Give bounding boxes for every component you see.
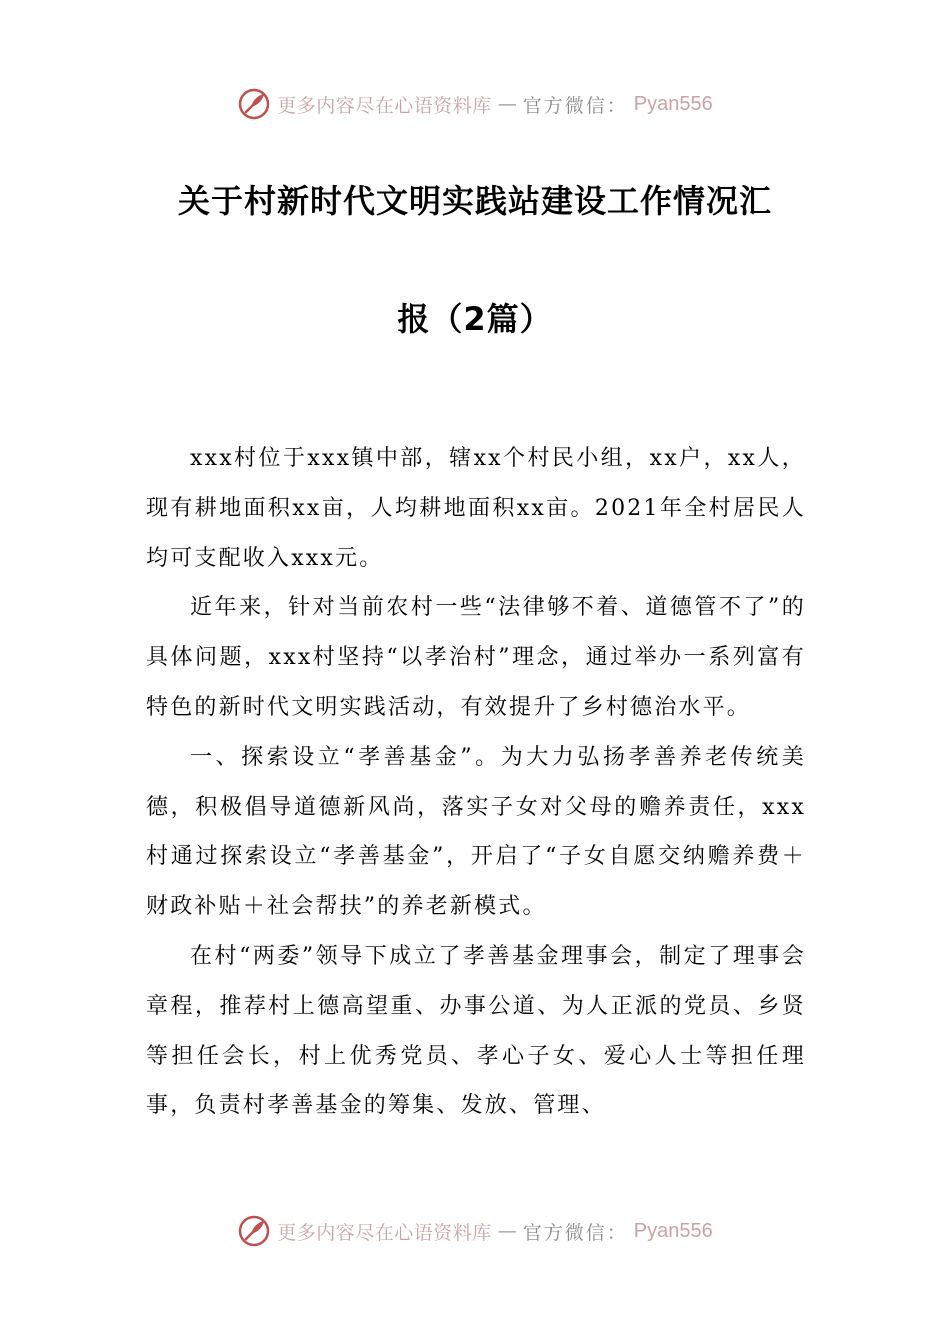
footer-watermark-banner: [0, 1211, 950, 1251]
body-paragraph-1: xxx村位于xxx镇中部，辖xx个村民小组，xx户，xx人，现有耕地面积xx亩，人均耕地面积xx亩。2021年全村居民人均可支配收入xxx元。: [146, 446, 806, 571]
document-title-line-2: 报（2篇）: [397, 300, 553, 338]
watermark-label: 官方微信：: [522, 1221, 628, 1244]
watermark-slogan: 更多内容尽在心语资料库: [277, 94, 492, 117]
quill-logo-icon: [237, 1214, 271, 1248]
header-watermark-banner: [0, 84, 950, 124]
watermark-label: 官方微信：: [522, 94, 628, 117]
watermark-dash: —: [497, 93, 517, 115]
body-paragraph-2: 近年来，针对当前农村一些“法律够不着、道德管不了”的具体问题，xxx村坚持“以孝治村”理念，通过举办一系列富有特色的新时代文明实践活动，有效提升了乡村德治水平。: [146, 595, 806, 720]
watermark-wechat-id: Pyan556: [633, 92, 713, 115]
watermark-slogan: 更多内容尽在心语资料库: [277, 1221, 492, 1244]
document-body: [146, 434, 806, 1131]
watermark-wechat-id: Pyan556: [633, 1219, 713, 1242]
quill-logo-icon: [237, 87, 271, 121]
document-title-line-1: 关于村新时代文明实践站建设工作情况汇: [177, 182, 772, 220]
body-paragraph-3: 一、探索设立“孝善基金”。为大力弘扬孝善养老传统美德，积极倡导道德新风尚，落实子女对父母的赡养责任，xxx村通过探索设立“孝善基金”，开启了“子女自愿交纳赡养费＋财政补贴＋社会帮扶”的养老新模式。: [146, 744, 806, 920]
watermark-dash: —: [497, 1220, 517, 1242]
body-paragraph-4: 在村“两委”领导下成立了孝善基金理事会，制定了理事会章程，推荐村上德高望重、办事公道、为人正派的党员、乡贤等担任会长，村上优秀党员、孝心子女、爱心人士等担任理事，负责村孝善基金的筹集、发放、管理、: [146, 943, 806, 1119]
